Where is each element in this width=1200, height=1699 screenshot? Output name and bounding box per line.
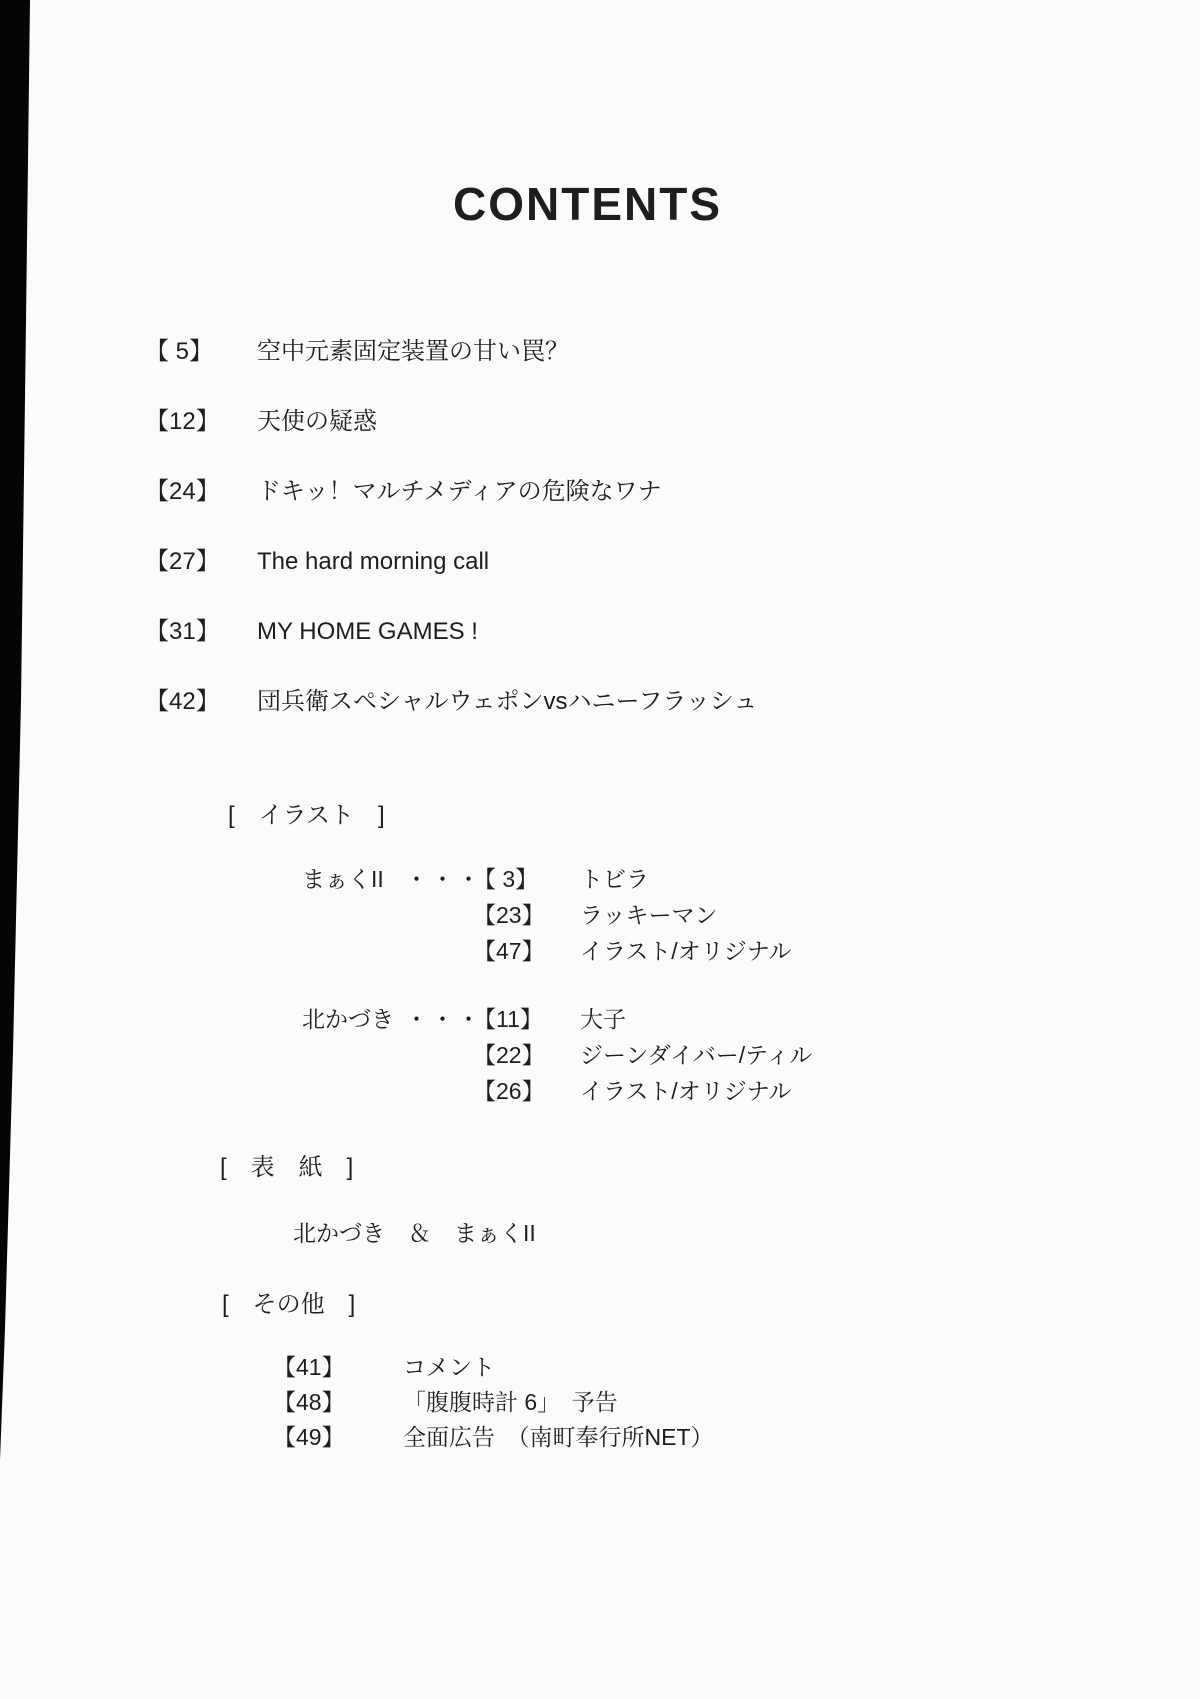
dots-separator: ・・・ <box>405 866 483 892</box>
other-entry-title: 全面広告 （南町奉行所NET） <box>403 1424 714 1450</box>
work-page: 【26】 <box>473 1078 545 1104</box>
other-entry <box>273 1352 714 1387</box>
cover-section-header: [ 表 紙 ] <box>220 1154 354 1181</box>
toc-entry <box>145 617 757 687</box>
work-page: 【11】 <box>473 1006 543 1032</box>
toc-entry-title: 団兵衛スペシャルウェポンvsハニーフラッシュ <box>257 688 758 715</box>
illustrator-name: まぁくII <box>302 866 384 892</box>
toc-entry <box>145 407 757 477</box>
other-entry-page: 【48】 <box>273 1389 345 1415</box>
scan-edge-artifact <box>0 0 34 1460</box>
toc-entry-title: The hard morning call <box>257 548 490 575</box>
toc-entry-page: 【12】 <box>145 408 220 435</box>
toc-entry-page: 【42】 <box>145 688 220 715</box>
other-section-header: [ その他 ] <box>222 1291 356 1318</box>
other-entry <box>273 1422 714 1457</box>
work-page: 【 3】 <box>473 866 539 892</box>
work-title: ジーンダイバー/ティル <box>580 1042 813 1068</box>
toc-entry-title: ドキッ！マルチメディアの危険なワナ <box>257 478 662 505</box>
work-title: ラッキーマン <box>580 902 718 928</box>
toc-entry-page: 【 5】 <box>145 338 214 365</box>
dots-separator: ・・・ <box>405 1006 483 1032</box>
other-entry-list <box>273 1352 714 1457</box>
toc-entry-title: MY HOME GAMES ! <box>257 618 478 645</box>
main-entry-list <box>145 337 757 757</box>
work-title: イラスト/オリジナル <box>580 1078 792 1104</box>
illust-section-header: [ イラスト ] <box>228 802 385 829</box>
other-entry-page: 【41】 <box>273 1354 345 1380</box>
other-entry-page: 【49】 <box>273 1424 345 1450</box>
work-title: トビラ <box>580 866 649 892</box>
toc-entry <box>145 687 757 757</box>
work-page: 【22】 <box>473 1042 545 1068</box>
work-title: 大子 <box>580 1006 626 1032</box>
toc-entry-page: 【27】 <box>145 548 220 575</box>
cover-credit: 北かづき ＆ まぁくII <box>293 1220 536 1246</box>
toc-entry-page: 【24】 <box>145 478 220 505</box>
illustrator-group <box>302 1004 812 1112</box>
illustrator-name: 北かづき <box>302 1006 394 1032</box>
toc-entry <box>145 337 757 407</box>
other-entry-title: コメント <box>403 1354 495 1380</box>
toc-entry <box>145 547 757 617</box>
work-page: 【23】 <box>473 902 545 928</box>
toc-entry <box>145 477 757 547</box>
toc-entry-page: 【31】 <box>145 618 220 645</box>
page-title: CONTENTS <box>453 177 722 230</box>
other-entry-title: 「腹腹時計 6」 予告 <box>403 1389 618 1415</box>
toc-entry-title: 空中元素固定装置の甘い罠？ <box>257 338 569 365</box>
work-title: イラスト/オリジナル <box>580 938 792 964</box>
toc-entry-title: 天使の疑惑 <box>257 408 377 435</box>
other-entry <box>273 1387 714 1422</box>
work-page: 【47】 <box>473 938 545 964</box>
illustrator-group <box>302 864 792 972</box>
